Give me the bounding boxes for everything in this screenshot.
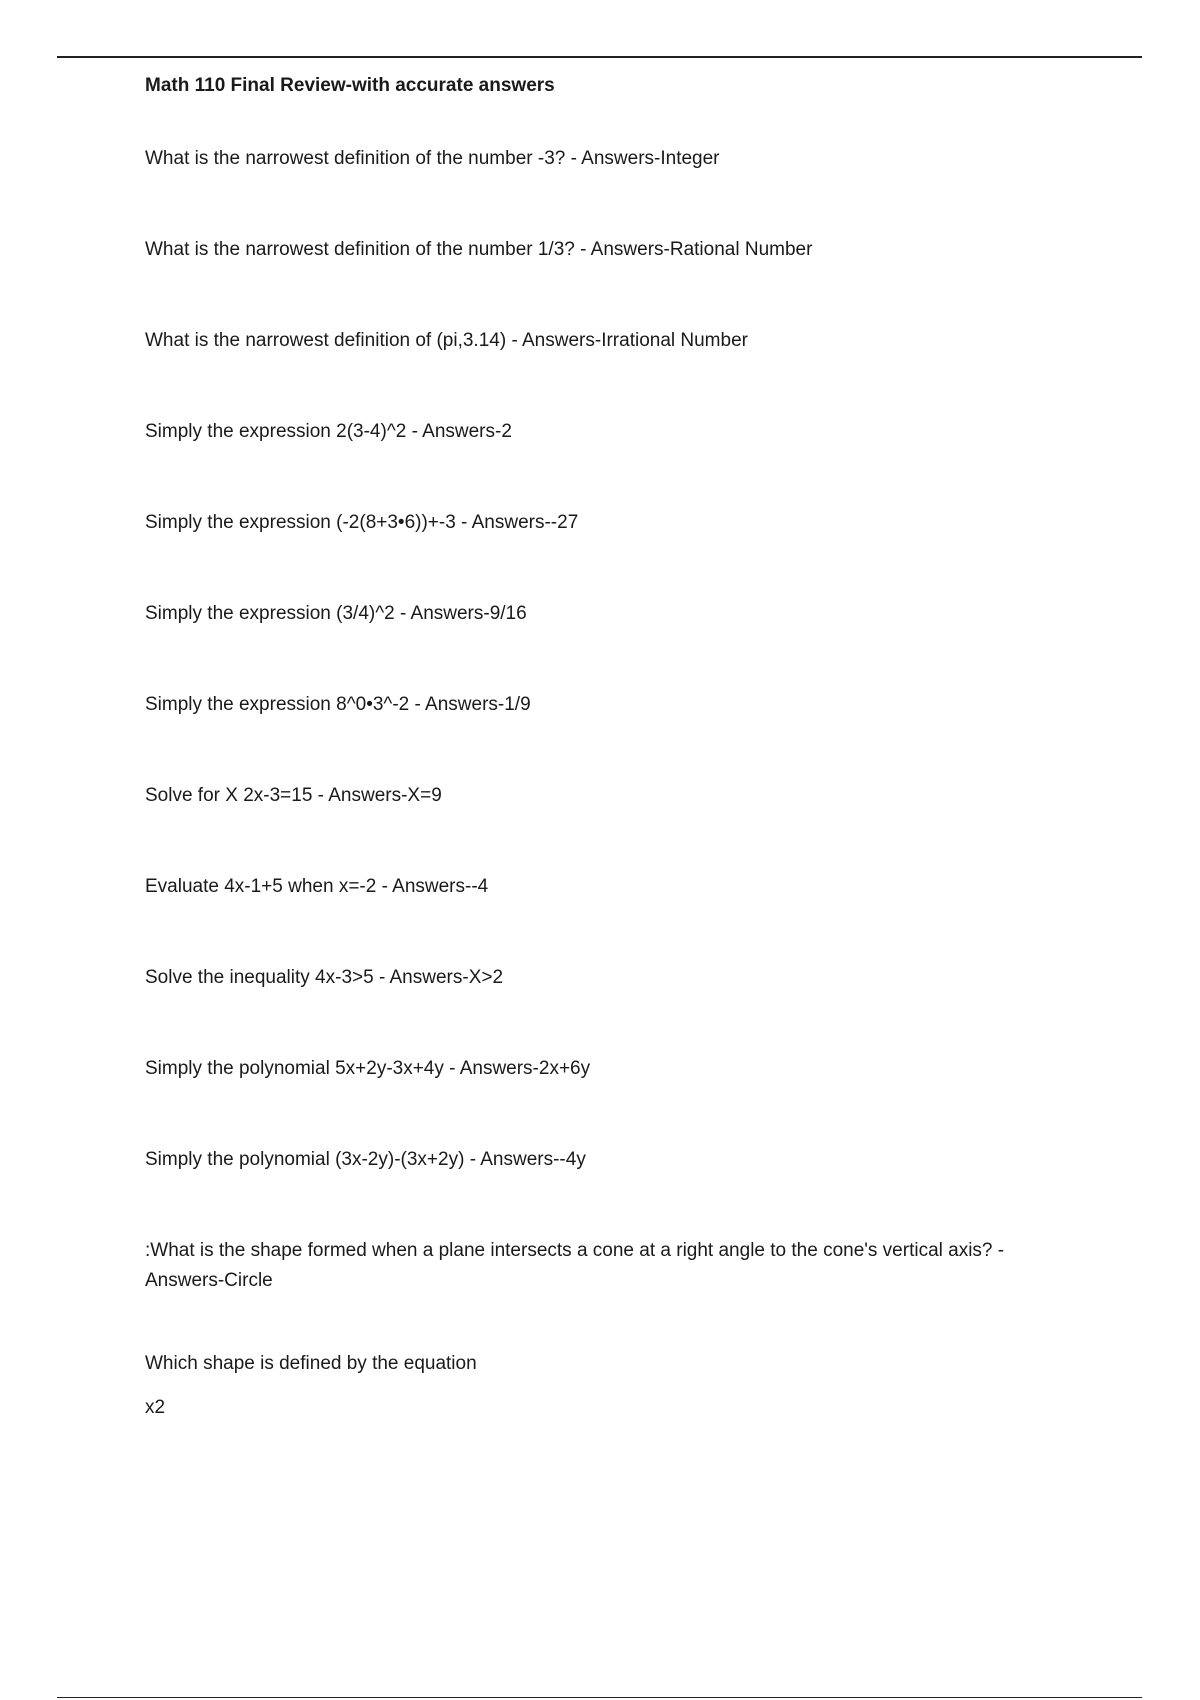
document-title: Math 110 Final Review-with accurate answers <box>145 75 555 96</box>
equation-fragment: x2 <box>145 1397 166 1418</box>
qa-item: What is the narrowest definition of (pi,3.14) - Answers-Irrational Number <box>145 330 748 351</box>
footer-rule <box>57 1697 1142 1698</box>
trailing-question: Which shape is defined by the equation <box>145 1353 477 1374</box>
qa-item: Solve for X 2x-3=15 - Answers-X=9 <box>145 785 442 806</box>
document-body <box>145 72 1075 1438</box>
qa-item: Simply the expression (-2(8+3•6))+-3 - Answers--27 <box>145 512 579 533</box>
qa-item: Simply the expression (3/4)^2 - Answers-9/16 <box>145 603 527 624</box>
qa-item: :What is the shape formed when a plane intersects a cone at a right angle to the cone's vertical axis? - Answers-Circle <box>145 1240 1005 1291</box>
qa-item: What is the narrowest definition of the number 1/3? - Answers-Rational Number <box>145 239 813 260</box>
qa-item: Simply the polynomial 5x+2y-3x+4y - Answers-2x+6y <box>145 1058 591 1079</box>
qa-item: Simply the polynomial (3x-2y)-(3x+2y) - Answers--4y <box>145 1149 586 1170</box>
qa-item: Solve the inequality 4x-3>5 - Answers-X>2 <box>145 967 504 988</box>
qa-item: Simply the expression 8^0•3^-2 - Answers-1/9 <box>145 694 531 715</box>
qa-item: What is the narrowest definition of the number -3? - Answers-Integer <box>145 148 720 169</box>
qa-item: Evaluate 4x-1+5 when x=-2 - Answers--4 <box>145 876 489 897</box>
header-rule <box>57 56 1142 58</box>
qa-item: Simply the expression 2(3-4)^2 - Answers-2 <box>145 421 512 442</box>
